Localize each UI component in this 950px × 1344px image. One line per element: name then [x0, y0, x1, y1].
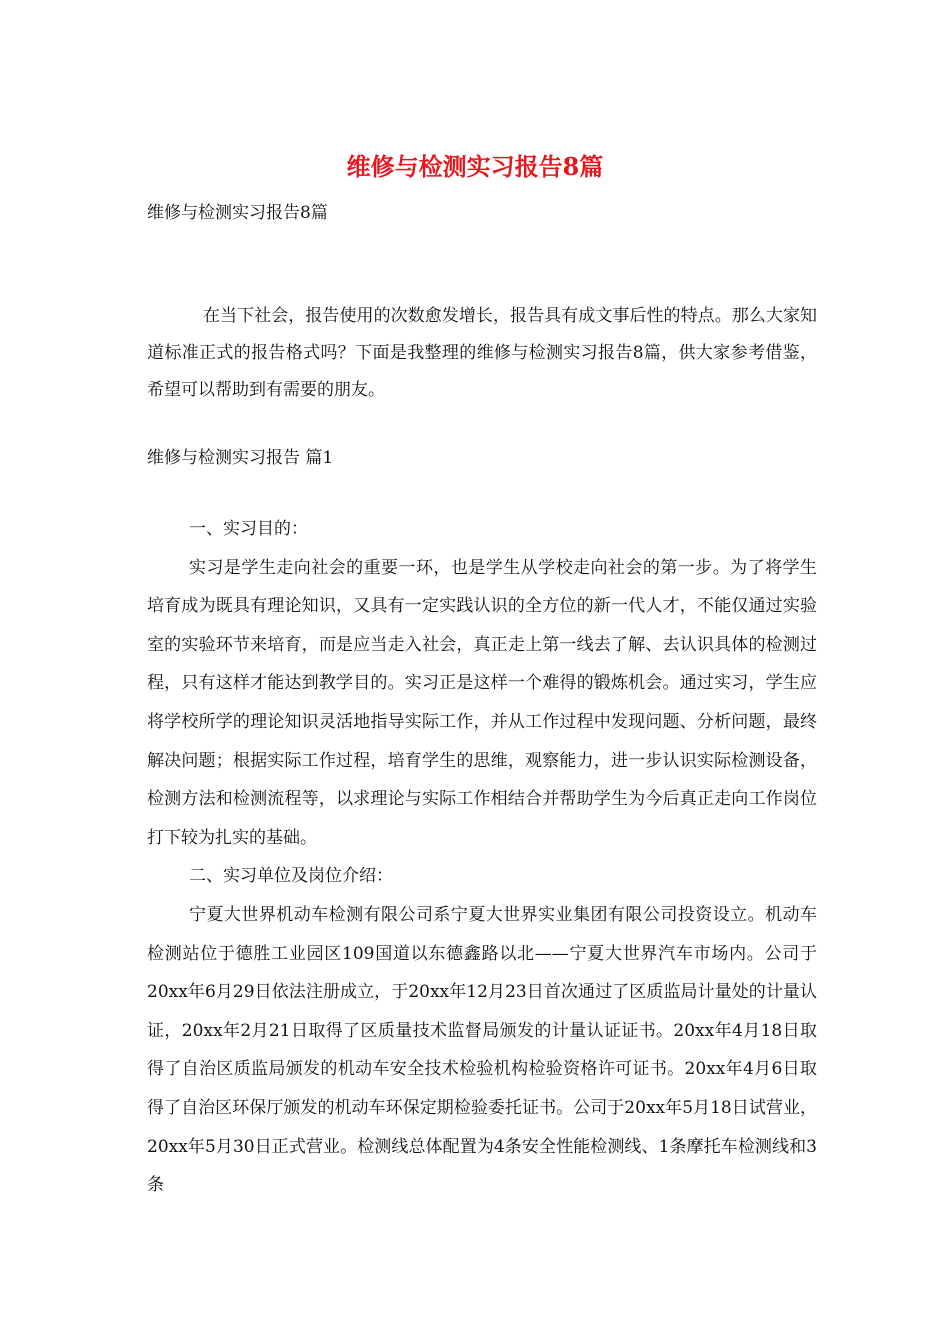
intro-paragraph: 在当下社会，报告使用的次数愈发增长，报告具有成文事后性的特点。那么大家知道标准正式的报告格式吗？下面是我整理的维修与检测实习报告8篇，供大家参考借鉴，希望可以帮助到有需要的朋友。 — [147, 306, 817, 400]
section-body — [147, 510, 817, 1205]
unit-heading: 二、实习单位及岗位介绍： — [189, 866, 393, 887]
purpose-paragraph: 实习是学生走向社会的重要一环，也是学生从学校走向社会的第一步。为了将学生培育成为既具有理论知识，又具有一定实践认识的全方位的新一代人才，不能仅通过实验室的实验环节来培育，而是应当走入社会，真正走上第一线去了解、去认识具体的检测过程，只有这样才能达到教学目的。实习正是这样一个难得的锻炼机会。通过实习，学生应将学校所学的理论知识灵活地指导实际工作，并从工作过程中发现问题、分析问题，最终解决问题；根据实际工作过程，培育学生的思维，观察能力，进一步认识实际检测设备，检测方法和检测流程等，以求理论与实际工作相结合并帮助学生为今后真正走向工作岗位打下较为扎实的基础。 — [147, 557, 817, 848]
document-title: 维修与检测实习报告8篇 — [346, 152, 604, 181]
document-subtitle: 维修与检测实习报告8篇 — [147, 203, 328, 223]
section-heading: 维修与检测实习报告 篇1 — [147, 448, 334, 468]
unit-paragraph: 宁夏大世界机动车检测有限公司系宁夏大世界实业集团有限公司投资设立。机动车检测站位于德胜工业园区109国道以东德鑫路以北——宁夏大世界汽车市场内。公司于20xx年6月29日依法注册成立，于20xx年12月23日首次通过了区质监局计量处的计量认证，20xx年2月21日取得了区质量技术监督局颁发的计量认证证书。20xx年4月18日取得了自治区质监局颁发的机动车安全技术检验机构检验资格许可证书。20xx年4月6日取得了自治区环保厅颁发的机动车环保定期检验委托证书。公司于20xx年5月18日试营业，20xx年5月30日正式营业。检测线总体配置为4条安全性能检测线、1条摩托车检测线和3条 — [147, 904, 817, 1196]
purpose-heading: 一、实习目的： — [189, 519, 308, 539]
